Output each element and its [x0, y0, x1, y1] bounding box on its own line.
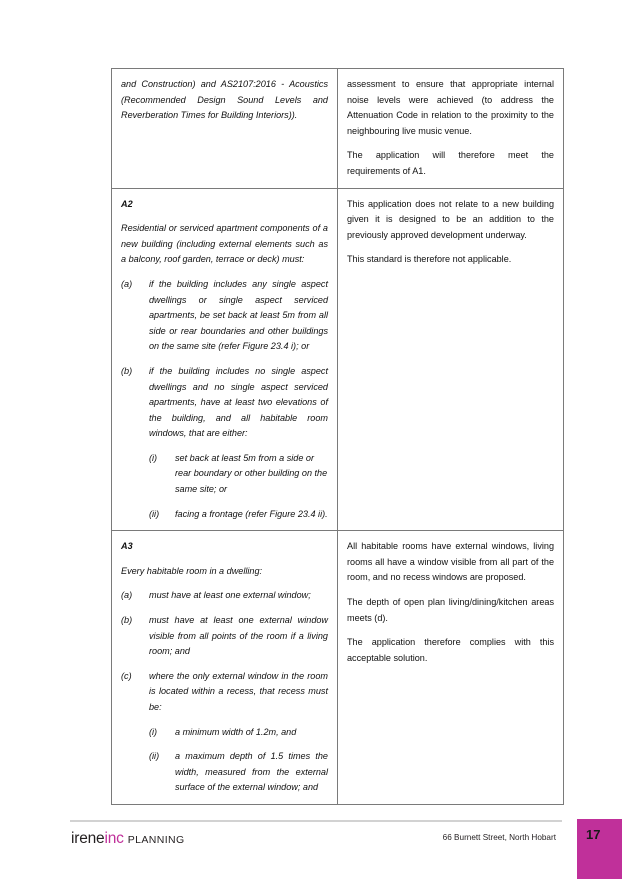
list-text: if the building includes any single aspect dwellings or single aspect serviced apartments, be set back at least 5m from all side or rear boundaries and other buildings on the same site (refer Figure 23.4 i); or	[149, 278, 328, 352]
list-marker: (b)	[121, 365, 133, 376]
response-cell-a1-continued	[338, 69, 564, 189]
standard-list-item	[121, 669, 328, 716]
standard-cell-a2	[112, 188, 338, 531]
company-logo	[71, 830, 185, 848]
response-paragraph: The application therefore complies with this acceptable solution.	[347, 637, 554, 663]
logo-text-planning: PLANNING	[127, 834, 185, 846]
standard-list-item	[121, 364, 328, 442]
compliance-assessment-table	[111, 68, 564, 805]
sublist-text: a maximum depth of 1.5 times the width, measured from the external surface of the external window; and	[175, 751, 328, 793]
response-paragraph: The application will therefore meet the requirements of A1.	[347, 150, 554, 176]
response-paragraph: This standard is therefore not applicable.	[347, 254, 512, 265]
list-text: where the only external window in the room is located within a recess, that recess must be:	[149, 670, 328, 712]
sublist-marker: (i)	[149, 452, 158, 463]
standard-list-item	[121, 277, 328, 355]
logo-text-irene: irene	[71, 830, 105, 847]
list-text: if the building includes no single aspect dwellings and no single aspect serviced apartments, have at least two elevations of the building, and all habitable room windows, that are either:	[149, 365, 328, 439]
response-paragraph: This application does not relate to a new building given it is designed to be an addition to the previously approved development underway.	[347, 198, 554, 240]
table-row	[112, 531, 564, 805]
standard-list-item	[121, 613, 328, 660]
response-cell-a2	[338, 188, 564, 531]
standard-cell-a1-continued	[112, 69, 338, 189]
sublist-text: set back at least 5m from a side or rear boundary or other building on the same site; or	[175, 452, 328, 495]
list-marker: (a)	[121, 590, 133, 601]
page-number: 17	[586, 827, 601, 842]
standard-code-a3: A3	[121, 541, 133, 552]
sublist-marker: (ii)	[149, 508, 160, 519]
standard-paragraph: and Construction) and AS2107:2016 - Acoustics (Recommended Design Sound Levels and Reverberation Times for Building Interiors)).	[121, 79, 328, 121]
standard-intro: Residential or serviced apartment components of a new building (including external elements such as a balcony, roof garden, terrace or deck) must:	[121, 223, 328, 265]
list-marker: (a)	[121, 278, 133, 289]
list-marker: (c)	[121, 670, 132, 681]
standard-sublist-item	[121, 507, 328, 523]
list-text: must have at least one external window;	[149, 590, 311, 601]
logo-text-inc: inc	[104, 830, 124, 847]
response-paragraph: All habitable rooms have external windows, living rooms all have a window visible from all part of the room, and no recess windows are proposed.	[347, 541, 554, 583]
response-paragraph: The depth of open plan living/dining/kitchen areas meets (d).	[347, 597, 554, 623]
list-marker: (b)	[121, 615, 133, 626]
response-cell-a3	[338, 531, 564, 805]
standard-sublist-item	[121, 749, 328, 796]
sublist-marker: (i)	[149, 726, 158, 737]
sublist-text: a minimum width of 1.2m, and	[175, 726, 297, 737]
table-row	[112, 188, 564, 531]
standard-list-item	[121, 588, 328, 604]
footer-divider	[70, 820, 562, 822]
page-footer	[0, 824, 622, 879]
standard-code-a2: A2	[121, 198, 133, 209]
standard-sublist-item	[121, 725, 328, 741]
list-text: must have at least one external window visible from all points of the room if a living room; and	[149, 615, 328, 657]
standard-cell-a3	[112, 531, 338, 805]
standard-intro: Every habitable room in a dwelling:	[121, 565, 263, 576]
footer-address: 66 Burnett Street, North Hobart	[442, 833, 556, 842]
table-row	[112, 69, 564, 189]
response-paragraph: assessment to ensure that appropriate internal noise levels were achieved (to address the Attenuation Code in relation to the proximity to the neighbouring live music venue.	[347, 79, 554, 136]
standard-sublist-item	[121, 451, 328, 498]
sublist-text: facing a frontage (refer Figure 23.4 ii).	[175, 508, 328, 519]
sublist-marker: (ii)	[149, 751, 160, 762]
